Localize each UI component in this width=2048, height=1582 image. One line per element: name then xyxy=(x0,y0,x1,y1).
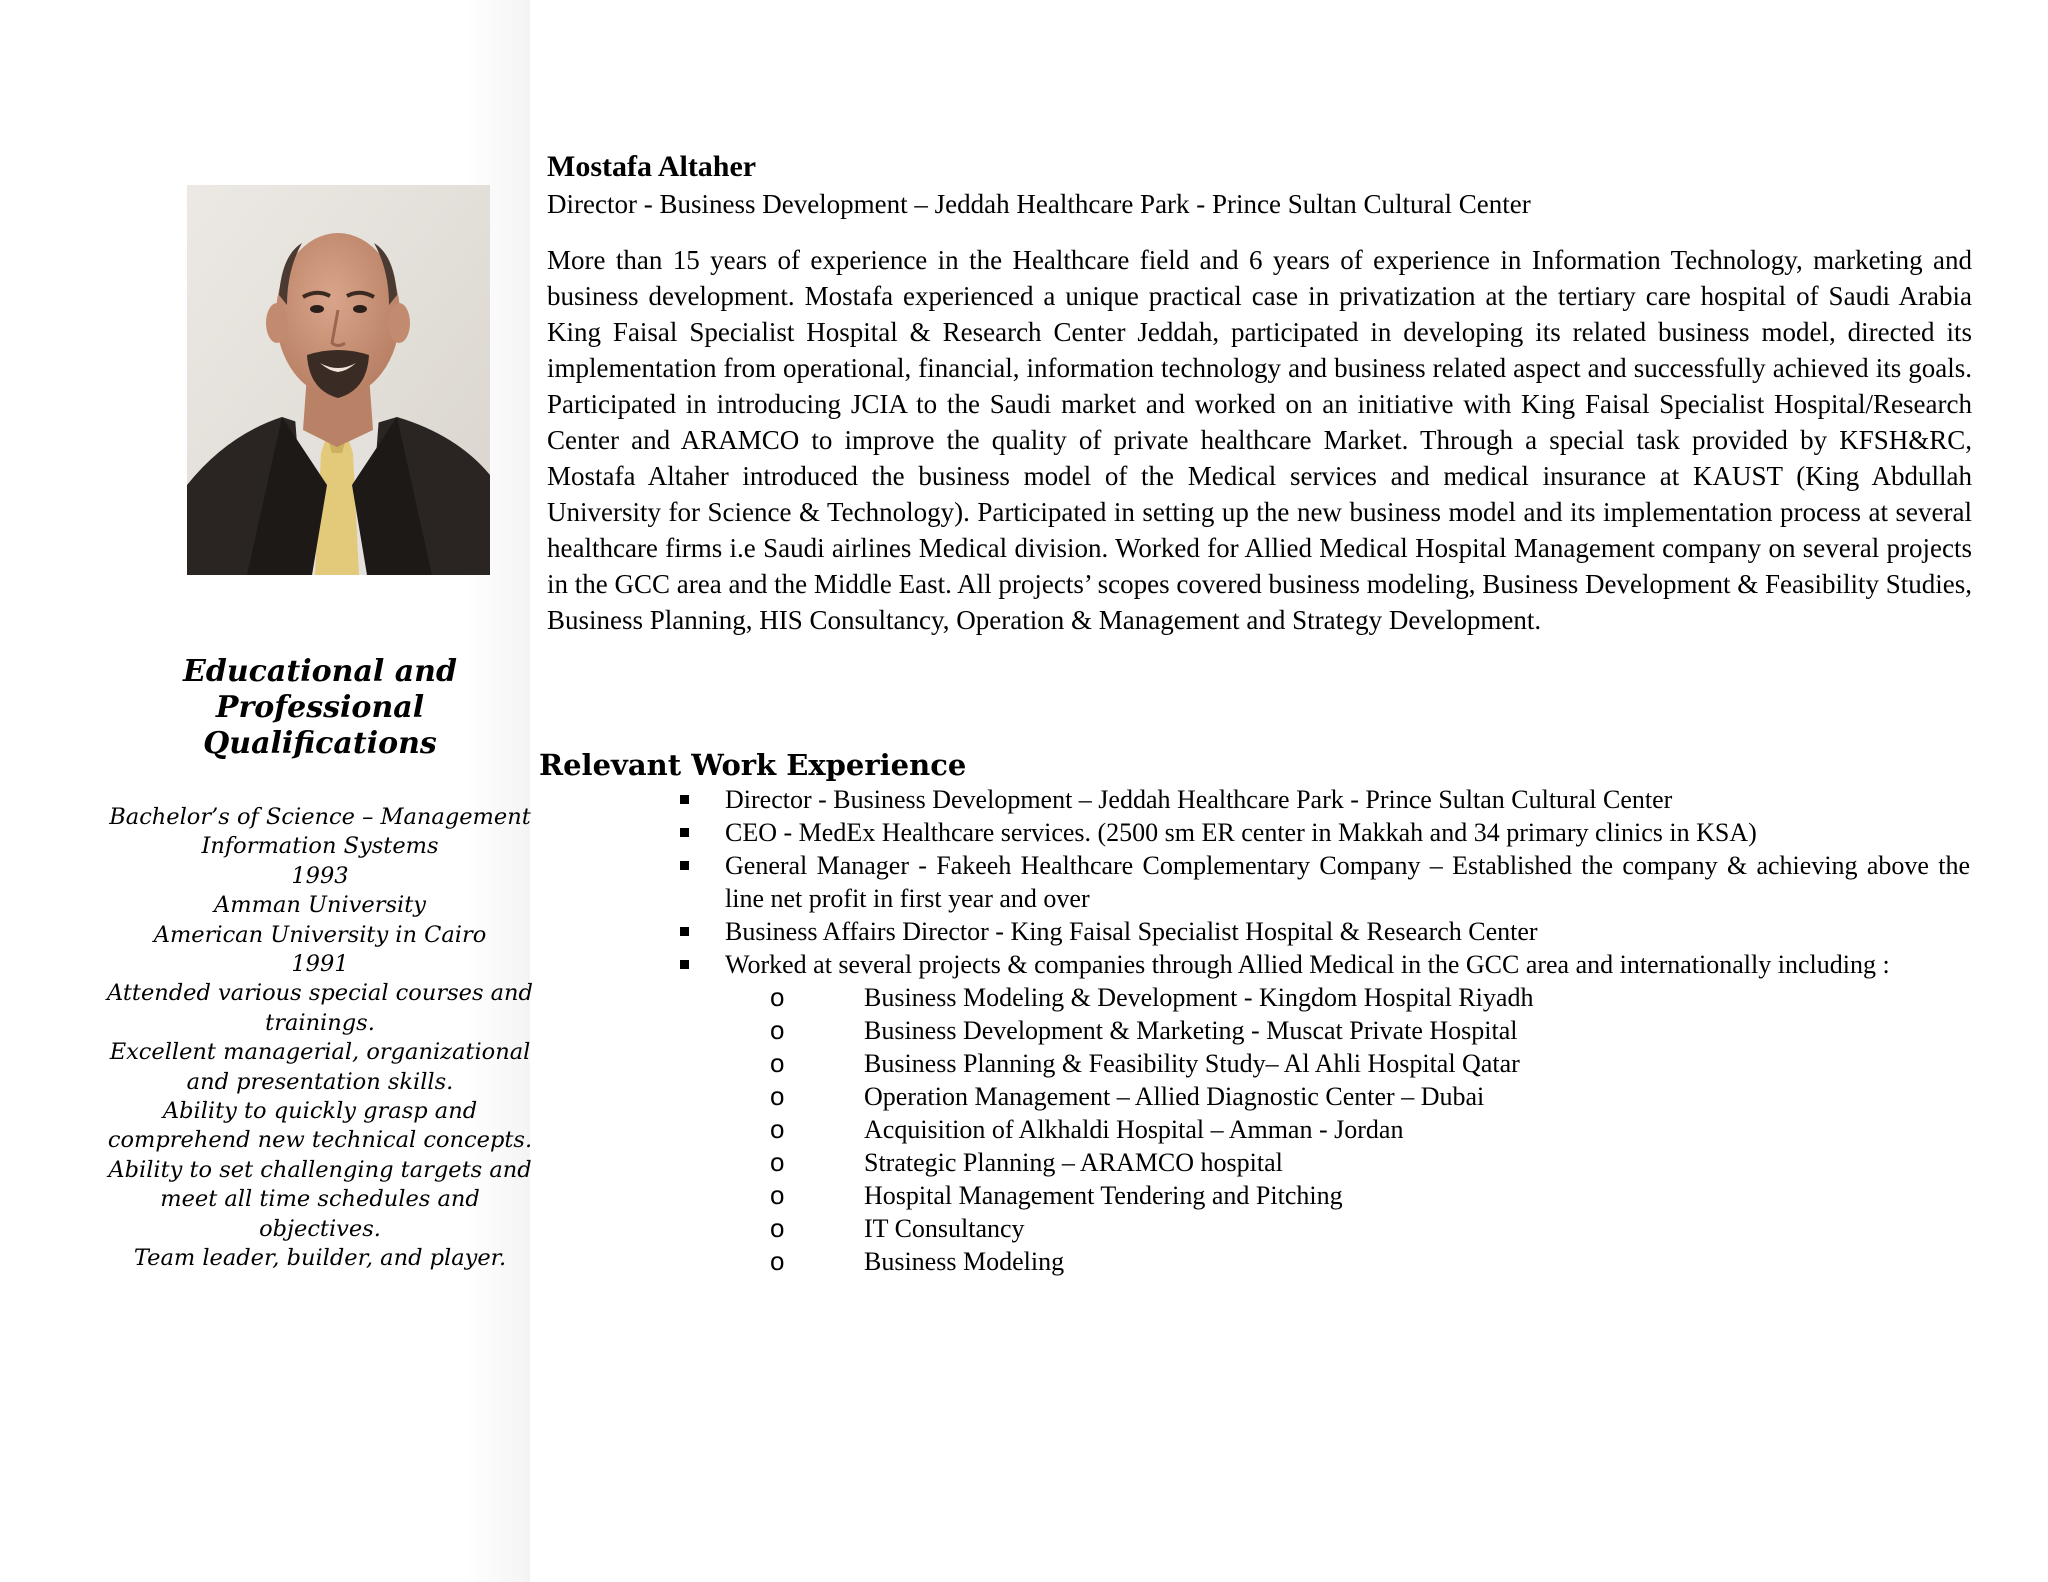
square-bullet-icon xyxy=(680,927,689,936)
sub-item-text: IT Consultancy xyxy=(864,1214,1025,1243)
sub-list-item xyxy=(770,1113,2015,1146)
sub-item-text: Business Development & Marketing - Muscat Private Hospital xyxy=(864,1016,1518,1045)
sub-item-text: Hospital Management Tendering and Pitching xyxy=(864,1181,1343,1210)
sub-item-text: Acquisition of Alkhaldi Hospital – Amman - Jordan xyxy=(864,1115,1404,1144)
sub-item-text: Strategic Planning – ARAMCO hospital xyxy=(864,1148,1283,1177)
work-item-text: General Manager - Fakeeh Healthcare Complementary Company – Established the company & achieving above the line net profit in first year and over xyxy=(725,851,1970,913)
sub-list-item xyxy=(770,1146,2015,1179)
list-item xyxy=(680,948,1970,1278)
list-item xyxy=(680,915,1970,948)
qualification-year: 1993 xyxy=(291,862,349,889)
work-item-text: Business Affairs Director - King Faisal Specialist Hospital & Research Center xyxy=(725,917,1538,946)
work-item-text: Director - Business Development – Jeddah Healthcare Park - Prince Sultan Cultural Center xyxy=(725,785,1673,814)
list-item xyxy=(680,849,1970,915)
person-name: Mostafa Altaher xyxy=(547,150,757,183)
circle-bullet-icon: o xyxy=(770,1213,785,1243)
circle-bullet-icon: o xyxy=(770,1180,785,1210)
sub-item-text: Business Modeling xyxy=(864,1247,1065,1276)
square-bullet-icon xyxy=(680,960,689,969)
list-item xyxy=(680,783,1970,816)
project-sub-list xyxy=(770,981,2015,1278)
sub-list-item xyxy=(770,981,2015,1014)
list-item xyxy=(680,816,1970,849)
work-experience-heading: Relevant Work Experience xyxy=(539,748,967,782)
square-bullet-icon xyxy=(680,828,689,837)
qualification-degree: Bachelor’s of Science – Management Information Systems xyxy=(109,804,531,860)
profile-photo xyxy=(187,185,490,575)
sub-list-item xyxy=(770,1245,2015,1278)
square-bullet-icon xyxy=(680,861,689,870)
qualification-item: Attended various special courses and trainings. xyxy=(107,980,533,1036)
circle-bullet-icon: o xyxy=(770,1015,785,1045)
sub-list-item xyxy=(770,1179,2015,1212)
sub-list-item xyxy=(770,1014,2015,1047)
circle-bullet-icon: o xyxy=(770,1048,785,1078)
sub-item-text: Operation Management – Allied Diagnostic Center – Dubai xyxy=(864,1082,1485,1111)
qualification-university: American University in Cairo xyxy=(153,921,487,948)
qualification-year: 1991 xyxy=(291,951,349,978)
circle-bullet-icon: o xyxy=(770,1147,785,1177)
person-title: Director - Business Development – Jeddah Healthcare Park - Prince Sultan Cultural Center xyxy=(547,189,1531,219)
work-item-text: Worked at several projects & companies through Allied Medical in the GCC area and internationally including : xyxy=(725,950,1890,979)
square-bullet-icon xyxy=(680,795,689,804)
qualification-item: Ability to quickly grasp and comprehend new technical concepts. xyxy=(107,1098,533,1154)
circle-bullet-icon: o xyxy=(770,1081,785,1111)
work-experience-list xyxy=(680,783,1970,1278)
circle-bullet-icon: o xyxy=(770,1246,785,1276)
sub-item-text: Business Modeling & Development - Kingdom Hospital Riyadh xyxy=(864,983,1534,1012)
qualifications-list xyxy=(100,803,540,1274)
sub-list-item xyxy=(770,1047,2015,1080)
qualification-item: Excellent managerial, organizational and presentation skills. xyxy=(109,1039,531,1095)
qualifications-heading: Educational and Professional Qualifications xyxy=(183,654,457,761)
qualification-university: Amman University xyxy=(214,892,426,919)
sub-item-text: Business Planning & Feasibility Study– Al Ahli Hospital Qatar xyxy=(864,1049,1520,1078)
sub-list-item xyxy=(770,1080,2015,1113)
profile-summary: More than 15 years of experience in the Healthcare field and 6 years of experience in Information Technology, marketing and business development. Mostafa experienced a unique practical case in privatization at the tertiary care hospital of Saudi Arabia King Faisal Specialist Hospital & Research Center Jeddah, participated in developing its related business model, directed its implementation from operational, financial, information technology and business related aspect and successfully achieved its goals. Participated in introducing JCIA to the Saudi market and worked on an initiative with King Faisal Specialist Hospital/Research Center and ARAMCO to improve the quality of private healthcare Market. Through a special task provided by KFSH&RC, Mostafa Altaher introduced the business model of the Medical services and medical insurance at KAUST (King Abdullah University for Science & Technology). Participated in setting up the new business model and its implementation process at several healthcare firms i.e Saudi airlines Medical division. Worked for Allied Medical Hospital Management company on several projects in the GCC area and the Middle East. All projects’ scopes covered business modeling, Business Development & Feasibility Studies, Business Planning, HIS Consultancy, Operation & Management and Strategy Development. xyxy=(547,245,1973,635)
sub-list-item xyxy=(770,1212,2015,1245)
qualification-item: Team leader, builder, and player. xyxy=(133,1245,507,1272)
work-item-text: CEO - MedEx Healthcare services. (2500 sm ER center in Makkah and 34 primary clinics in KSA) xyxy=(725,818,1757,847)
circle-bullet-icon: o xyxy=(770,1114,785,1144)
circle-bullet-icon: o xyxy=(770,982,785,1012)
qualification-item: Ability to set challenging targets and meet all time schedules and objectives. xyxy=(108,1156,532,1242)
